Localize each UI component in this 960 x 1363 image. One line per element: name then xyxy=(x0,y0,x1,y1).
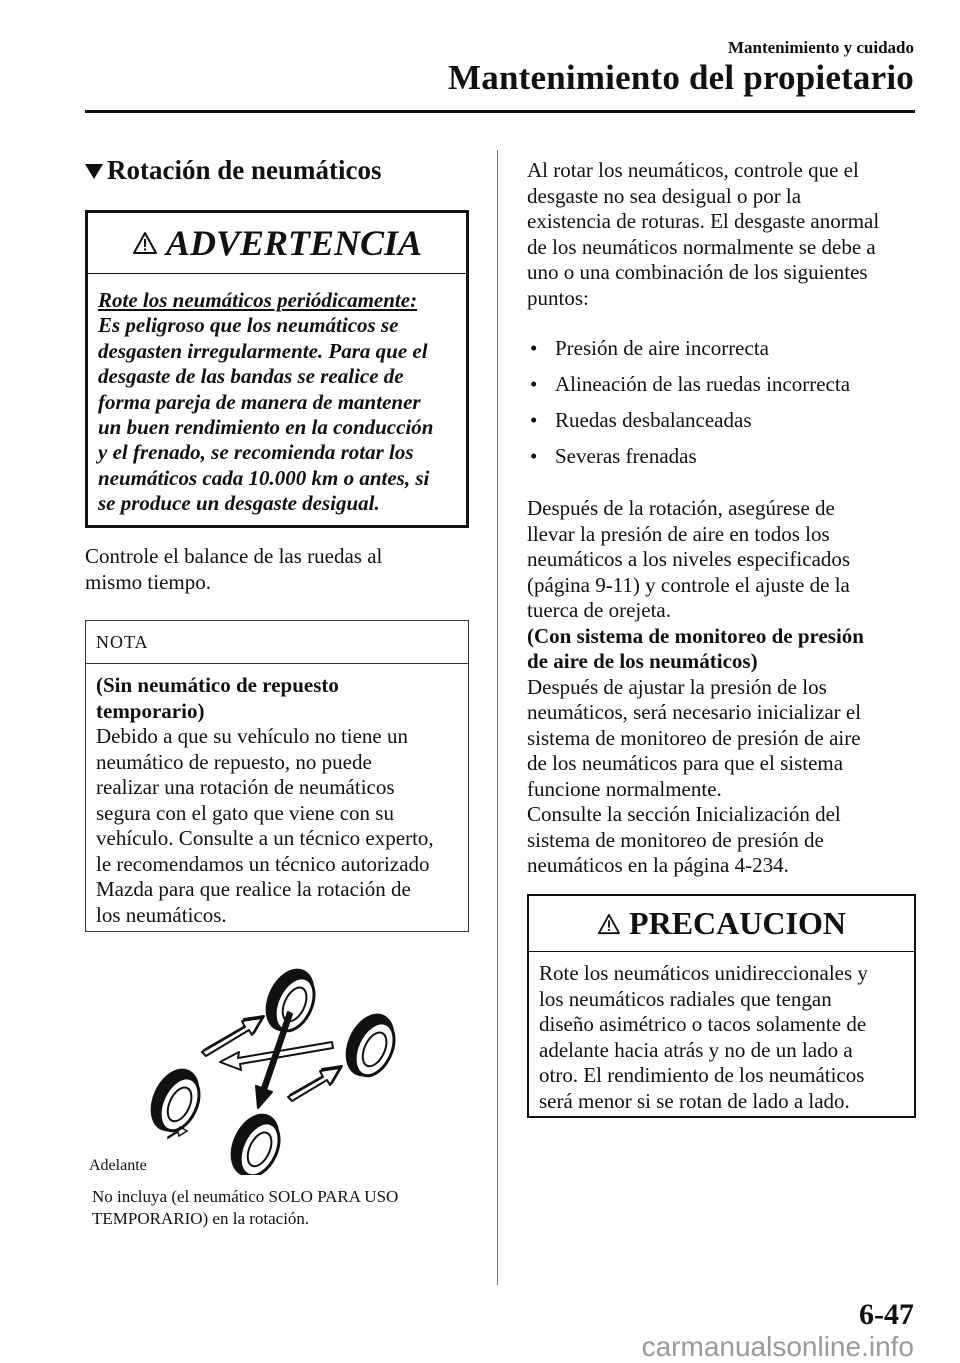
down-triangle-icon xyxy=(85,164,103,179)
paragraph-line: de los neumáticos para que el sistema xyxy=(527,751,844,775)
column-divider xyxy=(497,150,498,1285)
paragraph-line: de los neumáticos normalmente se debe a xyxy=(527,234,876,259)
caution-line: los neumáticos radiales que tengan xyxy=(539,986,832,1011)
note-bold-line: temporario) xyxy=(96,698,205,723)
note-line: vehículo. Consulte a un técnico experto, xyxy=(96,826,434,850)
paragraph-line: Controle el balance de las ruedas al xyxy=(85,544,383,568)
paragraph-line: puntos: xyxy=(527,285,589,310)
list-item-text: Ruedas desbalanceadas xyxy=(555,408,752,432)
warning-triangle-icon xyxy=(597,913,621,935)
warning-line: forma pareja de manera de mantener xyxy=(98,389,421,414)
caption-line: No incluya (el neumático SOLO PARA USO xyxy=(92,1187,399,1206)
watermark: carmanualsonline.info xyxy=(641,1331,914,1362)
bullet-icon: • xyxy=(530,444,538,468)
paragraph-line: neumáticos, será necesario inicializar el xyxy=(527,700,862,724)
list-item xyxy=(527,408,917,444)
note-line: Debido a que su vehículo no tiene un xyxy=(96,724,409,748)
caution-line: será menor si se rotan de lado a lado. xyxy=(539,1088,850,1113)
warning-triangle-icon xyxy=(132,231,158,255)
caption-line: TEMPORARIO) en la rotación. xyxy=(92,1209,310,1228)
note-line: segura con el gato que viene con su xyxy=(96,800,394,825)
paragraph-line: neumáticos en la página 4-234. xyxy=(527,853,789,877)
bullet-icon: • xyxy=(530,408,538,432)
warning-box xyxy=(85,210,469,528)
caution-box xyxy=(527,894,916,1118)
page-title: Mantenimiento del propietario xyxy=(448,58,914,97)
caution-line: Rote los neumáticos unidireccionales y xyxy=(539,961,868,985)
warning-line: y el frenado, se recomienda rotar los xyxy=(98,440,414,465)
note-line: le recomendamos un técnico autorizado xyxy=(96,851,430,876)
section-title-text: Rotación de neumáticos xyxy=(107,155,382,185)
paragraph-line: Consulte la sección Inicialización del xyxy=(527,802,841,826)
page-number: 6-47 xyxy=(859,1298,914,1331)
balance-paragraph xyxy=(85,544,465,595)
warning-line: neumáticos cada 10.000 km o antes, si xyxy=(98,465,430,490)
warning-heading xyxy=(88,213,466,274)
paragraph-line: desgaste no sea desigual o por la xyxy=(527,183,802,208)
paragraph-line: Después de la rotación, asegúrese de xyxy=(527,496,835,520)
warning-line: desgasten irregularmente. Para que el xyxy=(98,338,428,363)
warning-line: un buen rendimiento en la conducción xyxy=(98,415,434,440)
tire-icon xyxy=(221,1106,290,1175)
note-heading: NOTA xyxy=(86,621,468,664)
wear-intro-paragraph xyxy=(527,158,922,311)
paragraph-line: existencia de roturas. El desgaste anormal xyxy=(527,209,880,233)
paragraph-line: tuerca de orejeta. xyxy=(527,598,671,622)
tire-rotation-diagram xyxy=(140,960,410,1175)
caution-line: adelante hacia atrás y no de un lado a xyxy=(539,1037,853,1062)
tire-icon xyxy=(141,1061,210,1140)
warning-lead: Rote los neumáticos periódicamente: xyxy=(98,288,418,312)
paragraph-line: Al rotar los neumáticos, controle que el xyxy=(527,158,859,182)
note-body xyxy=(86,664,468,928)
bullet-icon: • xyxy=(530,372,538,396)
paragraph-line: sistema de monitoreo de presión de aire xyxy=(527,725,861,750)
diagram-caption xyxy=(92,1186,462,1230)
after-rotation-paragraph xyxy=(527,496,922,879)
list-item-text: Presión de aire incorrecta xyxy=(555,336,769,360)
list-item-text: Severas frenadas xyxy=(555,444,697,468)
header-rule xyxy=(85,110,915,113)
tire-icon xyxy=(336,1006,405,1085)
bullet-icon: • xyxy=(530,336,538,360)
warning-line: se produce un desgaste desigual. xyxy=(98,491,380,516)
warning-body xyxy=(88,274,466,517)
paragraph-line: llevar la presión de aire en todos los xyxy=(527,521,830,546)
front-label: Adelante xyxy=(89,1157,147,1174)
list-item xyxy=(527,444,917,480)
list-item xyxy=(527,336,917,372)
wear-causes-list xyxy=(527,336,917,480)
paragraph-line: Después de ajustar la presión de los xyxy=(527,674,827,699)
paragraph-line: mismo tiempo. xyxy=(85,569,211,594)
note-line: neumático de repuesto, no puede xyxy=(96,749,372,774)
chapter-title: Mantenimiento y cuidado xyxy=(727,38,914,57)
note-line: Mazda para que realice la rotación de xyxy=(96,877,411,901)
caution-heading-text: PRECAUCION xyxy=(629,905,846,941)
paragraph-line: neumáticos a los niveles especificados xyxy=(527,547,851,571)
list-item-text: Alineación de las ruedas incorrecta xyxy=(555,372,851,396)
warning-line: Es peligroso que los neumáticos se xyxy=(98,313,399,338)
paragraph-line: uno o una combinación de los siguientes xyxy=(527,260,868,284)
tpms-heading-line: de aire de los neumáticos) xyxy=(527,649,758,673)
warning-heading-text: ADVERTENCIA xyxy=(165,223,423,263)
caution-line: otro. El rendimiento de los neumáticos xyxy=(539,1063,865,1087)
caution-body xyxy=(529,952,914,1114)
note-bold-line: (Sin neumático de repuesto xyxy=(96,673,339,697)
tire-icon xyxy=(256,961,325,1040)
note-line: realizar una rotación de neumáticos xyxy=(96,775,395,799)
section-title xyxy=(85,155,381,186)
paragraph-line: funcione normalmente. xyxy=(527,776,722,801)
caution-heading xyxy=(529,896,914,952)
paragraph-line: (página 9-11) y controle el ajuste de la xyxy=(527,572,850,597)
note-line: los neumáticos. xyxy=(96,902,227,927)
warning-line: desgaste de las bandas se realice de xyxy=(98,364,404,389)
tpms-heading-line: (Con sistema de monitoreo de presión xyxy=(527,623,864,648)
note-box xyxy=(85,620,469,932)
list-item xyxy=(527,372,917,408)
caution-line: diseño asimétrico o tacos solamente de xyxy=(539,1012,867,1036)
paragraph-line: sistema de monitoreo de presión de xyxy=(527,827,824,852)
